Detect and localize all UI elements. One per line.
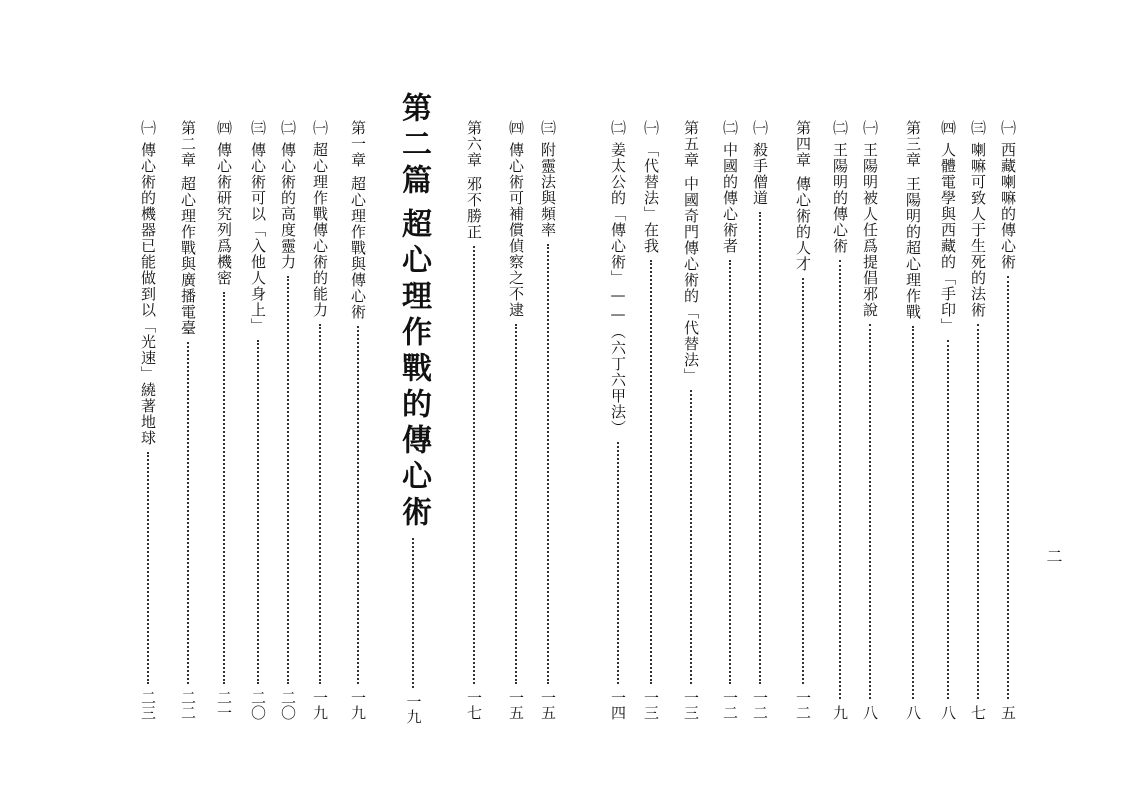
entry-title: 超心理作戰傳心術的能力 [311,142,329,318]
entry-title: 傳心術可補償偵察之不逮 [507,142,525,318]
page-ref: 八 [939,705,957,720]
entry-title: 傳心術可以「入他人身上」 [249,142,267,334]
section-marker: ㈠ [999,120,1017,136]
chapter-number: 第一章 [349,120,367,168]
section-marker: ㈠ [642,120,660,136]
page-ref: 一三 [682,690,700,720]
page-ref: 一九 [404,694,423,724]
entry-title: 喇嘛可致人于生死的法術 [969,142,987,318]
page-ref: 二三 [139,690,157,720]
chapter-entry [795,120,810,720]
dot-leader [223,292,225,684]
entry-title: 人體電學與西藏的「手印」 [939,142,957,334]
page-ref: 一七 [465,690,483,720]
page-ref: 八 [861,705,879,720]
part-heading-entry [396,92,431,724]
section-entry [752,120,767,720]
dot-leader [147,452,149,684]
chapter-entry [683,120,698,720]
page-ref: 七 [969,705,987,720]
chapter-number: 第五章 [682,120,700,168]
chapter-entry [466,120,481,720]
section-entry [832,120,847,720]
dot-leader [412,538,414,688]
section-marker: ㈢ [539,120,557,136]
section-entry [216,120,231,720]
dot-leader [690,390,692,684]
page-ref: 一二 [794,690,812,720]
entry-title: 王陽明被人任爲提倡邪說 [861,142,879,318]
page-ref: 九 [831,705,849,720]
entry-title: 傳心術研究列爲機密 [215,142,233,286]
entry-title: 邪不勝正 [465,176,483,240]
chapter-entry [905,120,920,720]
section-marker: ㈡ [831,120,849,136]
part-title: 超心理作戰的傳心術 [396,208,431,532]
dot-leader [977,324,979,699]
section-marker: ㈢ [969,120,987,136]
page-ref: 二一 [215,690,233,720]
section-marker: ㈡ [609,120,627,136]
dot-leader [515,324,517,684]
section-entry [140,120,155,720]
part-number: 第二篇 [396,92,431,200]
page-ref: 一九 [311,690,329,720]
entry-title: 傳心術的高度靈力 [279,142,297,270]
page-ref: 一五 [539,690,557,720]
section-entry [610,120,625,720]
dot-leader [869,324,871,699]
section-marker: ㈠ [139,120,157,136]
chapter-number: 第四章 [794,120,812,168]
section-entry [540,120,555,720]
section-marker: ㈣ [215,120,233,136]
section-entry [643,120,658,720]
chapter-entry [180,120,195,720]
chapter-number: 第三章 [904,120,922,168]
dot-leader [547,244,549,684]
dot-leader [287,276,289,684]
entry-title: 西藏喇嘛的傳心術 [999,142,1017,270]
entry-title: 附靈法與頻率 [539,142,557,238]
section-entry [250,120,265,720]
section-marker: ㈣ [939,120,957,136]
page-ref: 五 [999,705,1017,720]
page-ref: 二〇 [249,690,267,720]
page-ref: 八 [904,705,922,720]
entry-title: 「代替法」在我 [642,142,660,254]
section-entry [862,120,877,720]
entry-title: 姜太公的「傳心術」——（六丁六甲法） [609,142,627,436]
entry-title: 中國奇門傳心術的「代替法」 [682,176,700,384]
page-ref: 二二 [179,690,197,720]
entry-title: 王陽明的傳心術 [831,142,849,254]
dot-leader [650,260,652,684]
page-ref: 一五 [507,690,525,720]
dot-leader [1007,276,1009,699]
section-entry [1000,120,1015,720]
entry-title: 傳心術的人才 [794,176,812,272]
entry-title: 傳心術的機器已能做到以「光速」繞著地球 [139,142,157,446]
section-marker: ㈢ [249,120,267,136]
section-entry [722,120,737,720]
dot-leader [729,260,731,684]
entry-title: 王陽明的超心理作戰 [904,176,922,320]
page-number: 二 [1044,548,1063,564]
dot-leader [617,442,619,684]
page-ref: 一三 [642,690,660,720]
page-ref: 二〇 [279,690,297,720]
entry-title: 中國的傳心術者 [721,142,739,254]
dot-leader [187,342,189,684]
section-entry [970,120,985,720]
entry-title: 超心理作戰與傳心術 [349,176,367,320]
page-ref: 一九 [349,690,367,720]
section-marker: ㈡ [279,120,297,136]
section-marker: ㈠ [311,120,329,136]
section-marker: ㈣ [507,120,525,136]
chapter-number: 第六章 [465,120,483,168]
section-marker: ㈡ [721,120,739,136]
entry-title: 超心理作戰與廣播電臺 [179,176,197,336]
dot-leader [947,340,949,699]
section-entry [312,120,327,720]
entry-title: 殺手僧道 [751,142,769,206]
dot-leader [257,340,259,684]
dot-leader [319,324,321,684]
section-marker: ㈠ [861,120,879,136]
dot-leader [357,326,359,684]
dot-leader [912,326,914,699]
chapter-entry [350,120,365,720]
page-ref: 一四 [609,690,627,720]
dot-leader [473,246,475,684]
section-entry [508,120,523,720]
chapter-number: 第二章 [179,120,197,168]
page-ref: 一二 [721,690,739,720]
dot-leader [839,260,841,699]
dot-leader [759,212,761,684]
section-entry [280,120,295,720]
section-entry [940,120,955,720]
page-ref: 一二 [751,690,769,720]
section-marker: ㈠ [751,120,769,136]
dot-leader [802,278,804,684]
